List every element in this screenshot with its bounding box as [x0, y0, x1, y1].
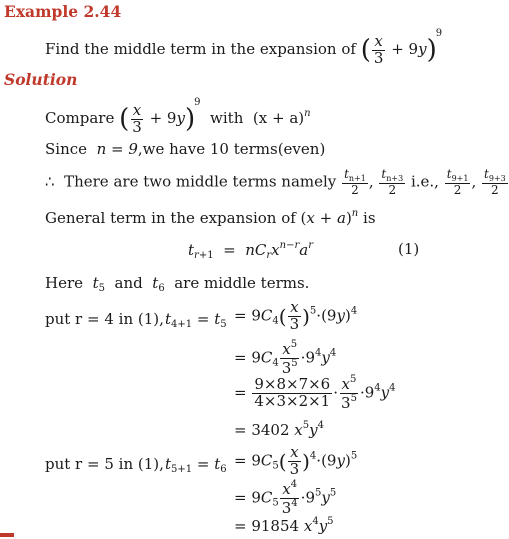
- since-eq: n = 9: [96, 140, 138, 158]
- step1-line2: = $9C_4$ $\frac{x^5}{3^5}$ $\cdot 9^4y^4$: [234, 339, 337, 377]
- page-edge-mark: [0, 533, 14, 537]
- since-rest: ,we have 10 terms(even): [137, 140, 326, 158]
- compare-with: with: [210, 109, 244, 127]
- result-two: = 91854: [234, 517, 300, 535]
- general-term-formula: $t_{r+1} = nC_rx^{n-r}a^r$: [188, 240, 313, 261]
- result-one: = 3402: [234, 421, 290, 439]
- are-middle-text: are middle terms.: [174, 274, 310, 292]
- step1-result: = 3402 $x^5y^4$: [234, 420, 324, 439]
- question-line: [45, 28, 442, 66]
- question-text: Find the middle term in the expansion of: [45, 40, 356, 58]
- here-word: Here: [45, 274, 84, 292]
- step1-line3: = $\frac{9\times 8\times 7\times 6}{4\times 3\times 2\times 1}$ · $\frac{x^5}{3^5}$ $\cdot 9^4y^4$: [234, 374, 396, 412]
- example-title: Example 2.44: [4, 2, 122, 21]
- step1-line1: = $9C_4$( $\frac{x}{3}$ )$^5\cdot(9y)^4$: [234, 298, 358, 333]
- general-text: General term in the expansion of: [45, 209, 296, 227]
- question-expression: ( $\frac{x}{3}$ + 9y)$^9$: [360, 28, 443, 67]
- compare-word: Compare: [45, 109, 115, 127]
- solution-label: Solution: [4, 70, 78, 89]
- equation-number: (1): [398, 240, 420, 258]
- ie-text: i.e.,: [410, 172, 439, 191]
- general-term-line: General term in the expansion of $(x + a)^n$ is: [45, 208, 376, 227]
- here-line: Here $t_5$ and $t_6$ are middle terms.: [45, 274, 310, 294]
- is-word: is: [363, 209, 376, 227]
- step2-line2: = $9C_5$ $\frac{x^4}{3^4}$ $\cdot 9^5y^5$: [234, 479, 337, 517]
- since-word: Since: [45, 140, 88, 158]
- since-line: [45, 140, 325, 158]
- compare-line: Compare ( $\frac{x}{3}$ + 9y)$^9$ with $(x + a)^n$: [45, 97, 311, 136]
- and-word: and: [114, 274, 143, 292]
- put-r4-label: put r = 4 in (1),: [45, 310, 164, 328]
- t5-equals-t6: $t_{5+1} = t_6$: [165, 455, 227, 475]
- step2-result: = 91854 $x^4y^5$: [234, 516, 334, 535]
- therefore-symbol: ∴: [45, 172, 55, 191]
- middle-terms-text: There are two middle terms namely: [64, 172, 337, 191]
- put-r5-label: put r = 5 in (1),: [45, 455, 164, 473]
- step2-line1: = $9C_5$( $\frac{x}{3}$ )$^4\cdot(9y)^5$: [234, 443, 358, 478]
- t4-equals-t5: $t_{4+1} = t_5$: [165, 310, 227, 330]
- middle-terms-line: ∴ There are two middle terms namely $\frac{t_{n+1}}{2}$ , $\frac{t_{n+3}}{2}$ i.e., $\frac{t_{9+1}}{2}$ , $\frac{t_{9+3}}{2}$: [45, 167, 506, 198]
- compare-binomial: (x + a): [252, 109, 305, 127]
